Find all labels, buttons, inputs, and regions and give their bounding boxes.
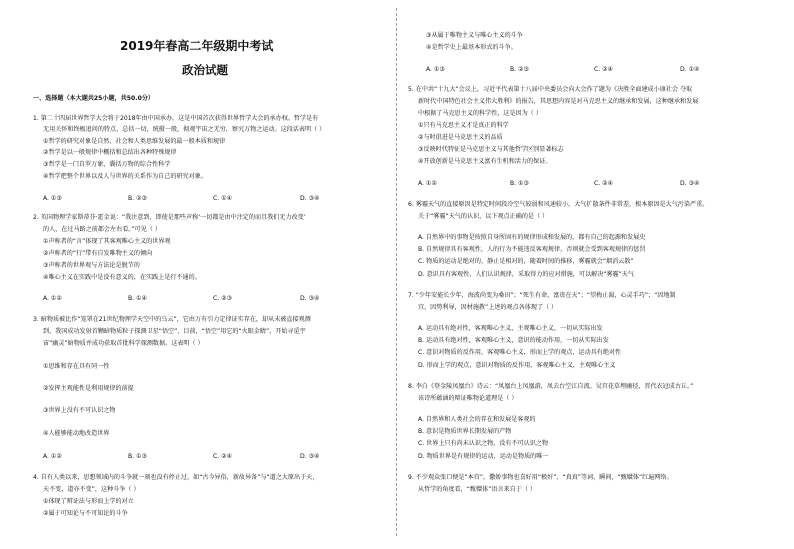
question-5-stem-cont: 新时代中国特色社会主义伟大胜利》的报告，其思想内容是对马克思主义的继承和发展，这种继承和发展 (418, 98, 699, 105)
question-4-choice: D. ①④ (680, 66, 700, 73)
question-4-option: ④是哲学史上最基本形式的斗争。 (426, 44, 517, 51)
question-8-stem: 8. 李白《登金陵凤凰台》诗云：“凤凰台上凤凰游，凤去台空江自流。吴宫花草埋幽径，晋代衣冠成古丘。” (408, 383, 694, 390)
subject-title: 政治试题 (182, 63, 228, 77)
question-3-choice: C. ②④ (213, 453, 233, 460)
question-7-stem-cont: 宜，因势利导，因材施教”上述的观点各体现了（ ） (418, 304, 558, 311)
question-3-option: ②发挥主观能性是利用规律的前提 (43, 385, 134, 392)
question-3-stem-cont: 宙“幽灵”暗物质并成功获取首批科学探测数据。这表明（ ） (43, 340, 204, 347)
question-8-option-c: C. 世界上只有尚未认识之物，没有不可认识之物 (418, 440, 549, 447)
question-2-option: ④唯心主义在实践中是没有意义的，在实践上是行不通的。 (43, 274, 201, 281)
question-6-stem: 6. 雾霾天气的直接原因是特定时间段冷空气较弱和风速较小，大气扩散条件非常差，根本原因是大气污染严重。 (408, 201, 709, 208)
question-7-option-a: A. 运动具有绝对性，客观唯心主义，主观唯心主义，一切从实际出发 (418, 325, 603, 332)
question-5-choice: A. ①② (418, 180, 437, 187)
question-6-option-b: B. 自然规律具有客观性，人的行为不能违反客观规律，否则就会受到客观规律的惩罚 (418, 246, 646, 253)
question-1-choice: C. ①④ (213, 195, 233, 202)
question-2-choice: B. ①④ (128, 295, 147, 302)
question-6-option-c: C. 物质的运动是绝对的，静止是相对的，随着时间的推移，雾霾就会“烟消云散” (418, 258, 634, 265)
question-3-choice: D. ③④ (300, 453, 320, 460)
question-1-option: ④哲学把整个世界以及人与世界的关系作为自己的研究对象。 (43, 173, 207, 180)
column-divider (396, 8, 397, 536)
question-9-stem: 9. 不少观众张口便是“本宫”，撒娇事物也喜好用“极好”、“真真”等词，瞬间，“甄嬛体”红遍网络。 (408, 474, 673, 481)
question-3-stem-cont: 到，我国成功发射首颗暗物质粒子探测卫星“悟空”，目前，“悟空”用它的“火眼金睛”，开始寻觅宇 (43, 328, 306, 335)
question-8-stem-cont: 该诗所蕴涵的辩证唯物论道理是（ ） (418, 395, 518, 402)
exam-title: 2019年春高二年级期中考试 (120, 39, 274, 53)
question-5-option: ④开放创新是马克思主义富有生机和活力的保证。 (418, 158, 552, 165)
question-3-choice: B. ①③ (128, 453, 147, 460)
section-heading: 一、选择题（本大题共25小题，共50.0分） (33, 95, 155, 102)
question-8-option-b: B. 意识是物质世界长期发展的产物 (418, 428, 512, 435)
question-1-choice: A. ①③ (43, 195, 62, 202)
question-5-stem-cont: 中根据了马克思主义的科学性，这是因为（ ） (418, 110, 542, 117)
question-4-option: ①体现了辩证法与形而上学的对立 (43, 498, 134, 505)
question-6-option-a: A. 自然界中的事物是按照自身所固有的规律形成和发展的，都有自己的起源和发展史 (418, 234, 646, 241)
question-1-option: ③哲学是一门自罗万象、囊括万物的综合性科学 (43, 161, 171, 168)
question-5-choice: D. ③④ (680, 180, 700, 187)
question-9-stem-cont: 从哲学的角度看，“甄嬛体”语言来自于（ ） (418, 486, 536, 493)
question-7-stem: 7. “少年安能长少年，海波尚变为桑田”；“死生有命，富贵在天”；“望梅止渴，心灵手巧”；“因地制 (408, 292, 676, 299)
question-2-option: ②声称者的“行”带有自发唯物主义的倾向 (43, 250, 153, 257)
question-3-option: ③世界上没有不可认识之物 (43, 407, 116, 414)
question-6-stem-cont: 关于“雾霾”天气的认识，以下观点正确的是（ ） (418, 213, 549, 220)
question-3-option: ④人能够能动地改造世界 (43, 430, 110, 437)
question-1-choice: D. ③④ (300, 195, 320, 202)
question-7-option-d: D. 形而上学的观点，意识对物质的反作用，客观唯心主义，主观唯心主义 (418, 362, 616, 369)
question-2-option: ①声称者的“言”体现了其客观唯心主义的世界观 (43, 238, 171, 245)
question-1-stem-cont: 无用关怀和终极追问的特点，总括一切，统摄一般，彻观宇宙之无穷，察究万物之运动。这段话表明（ ） (43, 126, 326, 133)
question-6-option-d: D. 意识具有客观性，人们认识规律，采取得力的应对措施，可以解决“雾霾”天气 (418, 271, 634, 278)
question-3-option: ①思维和存在具有同一性 (43, 363, 110, 370)
question-2-choice: A. ①② (43, 295, 62, 302)
question-4-option: ③从属于唯物主义与唯心主义的斗争 (426, 32, 523, 39)
question-2-choice: C. ②③ (213, 295, 233, 302)
question-4-choice: B. ②③ (510, 66, 529, 73)
question-2-choice: D. ③④ (300, 295, 320, 302)
question-1-option: ①哲学的研究对象是自然、社会和人类思维发展的最一般本质和规律 (43, 138, 226, 145)
question-7-option-c: C. 意识对物质的反作用，客观唯心主义，形而上学的观点，运动具有绝对性 (418, 349, 622, 356)
question-5-choice: C. ②④ (594, 180, 614, 187)
question-7-option-b: B. 运动具有绝对性，客观唯心主义，意识的能动作用，一切从实际出发 (418, 337, 609, 344)
question-5-stem: 5. 在中共“十九大”会议上，习近平代表第十八届中央委员会向大会作了题为《决胜全面建成小康社会 夺取 (408, 86, 693, 93)
question-8-option-d: D. 物质世界是有规律的运动，运动是物质的唯一 (418, 453, 549, 460)
question-4-choice: A. ①③ (426, 66, 445, 73)
question-2-option: ③声称者的世界观与方法论是脱节的 (43, 262, 140, 269)
question-5-option: ②与时俱进是马克思主义的品质 (418, 134, 503, 141)
question-5-choice: B. ①③ (510, 180, 529, 187)
question-5-option: ③反映时代特征是马克思主义与其他哲学区别显著标志 (418, 146, 564, 153)
question-2-stem: 2. 英国物理学家斯蒂芬·霍金说：“我注意到，即使是那些声称‘一切都是由中注定的而且我们无力改变’ (33, 214, 306, 221)
question-4-option: ②属于可知论与不可知论的斗争 (43, 510, 128, 517)
question-1-choice: B. ②③ (128, 195, 147, 202)
question-4-stem: 4. 自有人类以来，思想领域内的斗争就一刻也没有停止过，如“古今异俗，新故异备”与“道之大原出于天， (33, 474, 319, 481)
question-4-choice: C. ②④ (594, 66, 614, 73)
question-1-stem: 1. 第二十四届世界哲学大会将于2018年由中国承办，这是中国首次获得世界哲学大会的承办权。哲学是有 (33, 115, 319, 122)
question-3-stem: 3. 暗物质被比作“笼罩在21世纪物理学天空中的乌云”，它由万有引力定律证实存在，却从未被直接观测 (33, 316, 311, 323)
question-4-stem-cont: 天不变，道亦不变”，这种斗争（ ） (43, 486, 140, 493)
question-1-option: ②哲学是以一般规律中概括和总结出各种特殊规律 (43, 149, 177, 156)
question-8-option-a: A. 自然界和人类社会的存在和发展是客观的 (418, 416, 536, 423)
question-2-stem-cont: 的人，在过马路之前都会左右看。”可见（ ） (43, 226, 161, 233)
question-3-choice: A. ①② (43, 453, 62, 460)
question-5-option: ①只有马克思主义才是真正的科学 (418, 122, 509, 129)
